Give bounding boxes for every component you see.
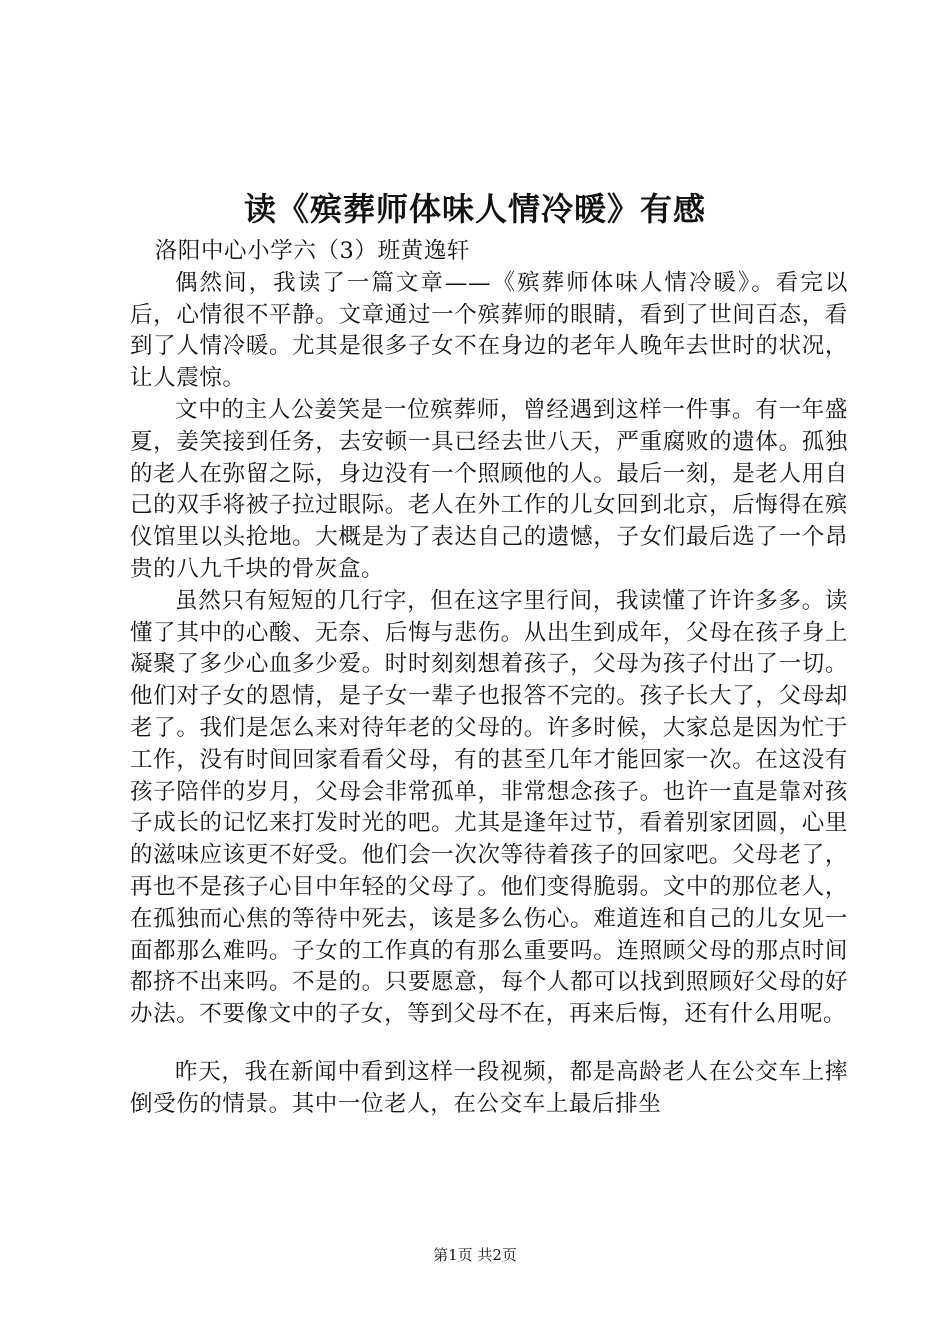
paragraph-4: 昨天，我在新闻中看到这样一段视频，都是高龄老人在公交车上摔倒受伤的情景。其中一位老人，在公交车上最后排坐: [130, 1058, 848, 1117]
author-line: 洛阳中心小学六（3）班黄逸轩: [154, 238, 470, 264]
paragraph-1: 偶然间，我读了一篇文章——《殡葬师体味人情冷暖》。看完以后，心情很不平静。文章通过一个殡葬师的眼睛，看到了世间百态，看到了人情冷暖。尤其是很多子女不在身边的老年人晚年去世时的状况，让人震惊。: [130, 269, 848, 392]
paragraph-2: 文中的主人公姜笑是一位殡葬师，曾经遇到这样一件事。有一年盛夏，姜笑接到任务，去安顿一具已经去世八天，严重腐败的遗体。孤独的老人在弥留之际，身边没有一个照顾他的人。最后一刻，是老人用自己的双手将被子拉过眼际。老人在外工作的儿女回到北京，后悔得在殡仪馆里以头抢地。大概是为了表达自己的遗憾，子女们最后选了一个昂贵的八九千块的骨灰盒。: [130, 396, 848, 582]
document-title: 读《殡葬师体味人情冷暖》有感: [243, 190, 706, 228]
paragraph-3: 虽然只有短短的几行字，但在这字里行间，我读懂了许许多多。读懂了其中的心酸、无奈、后悔与悲伤。从出生到成年，父母在孩子身上凝聚了多少心血多少爱。时时刻刻想着孩子，父母为孩子付出了一切。他们对子女的恩情，是子女一辈子也报答不完的。孩子长大了，父母却老了。我们是怎么来对待年老的父母的。许多时候，大家总是因为忙于工作，没有时间回家看看父母，有的甚至几年才能回家一次。在这没有孩子陪伴的岁月，父母会非常孤单，非常想念孩子。也许一直是靠对孩子成长的记忆来打发时光的吧。尤其是逢年过节，看着别家团圆，心里的滋味应该更不好受。他们会一次次等待着孩子的回家吧。父母老了，再也不是孩子心目中年轻的父母了。他们变得脆弱。文中的那位老人，在孤独而心焦的等待中死去，该是多么伤心。难道连和自己的儿女见一面都那么难吗。子女的工作真的有那么重要吗。连照顾父母的那点时间都挤不出来吗。不是的。只要愿意，每个人都可以找到照顾好父母的好办法。不要像文中的子女，等到父母不在，再来后悔，还有什么用呢。: [130, 587, 848, 1028]
document-body: [130, 236, 848, 1121]
page-footer: 第1页 共2页: [433, 1246, 517, 1264]
